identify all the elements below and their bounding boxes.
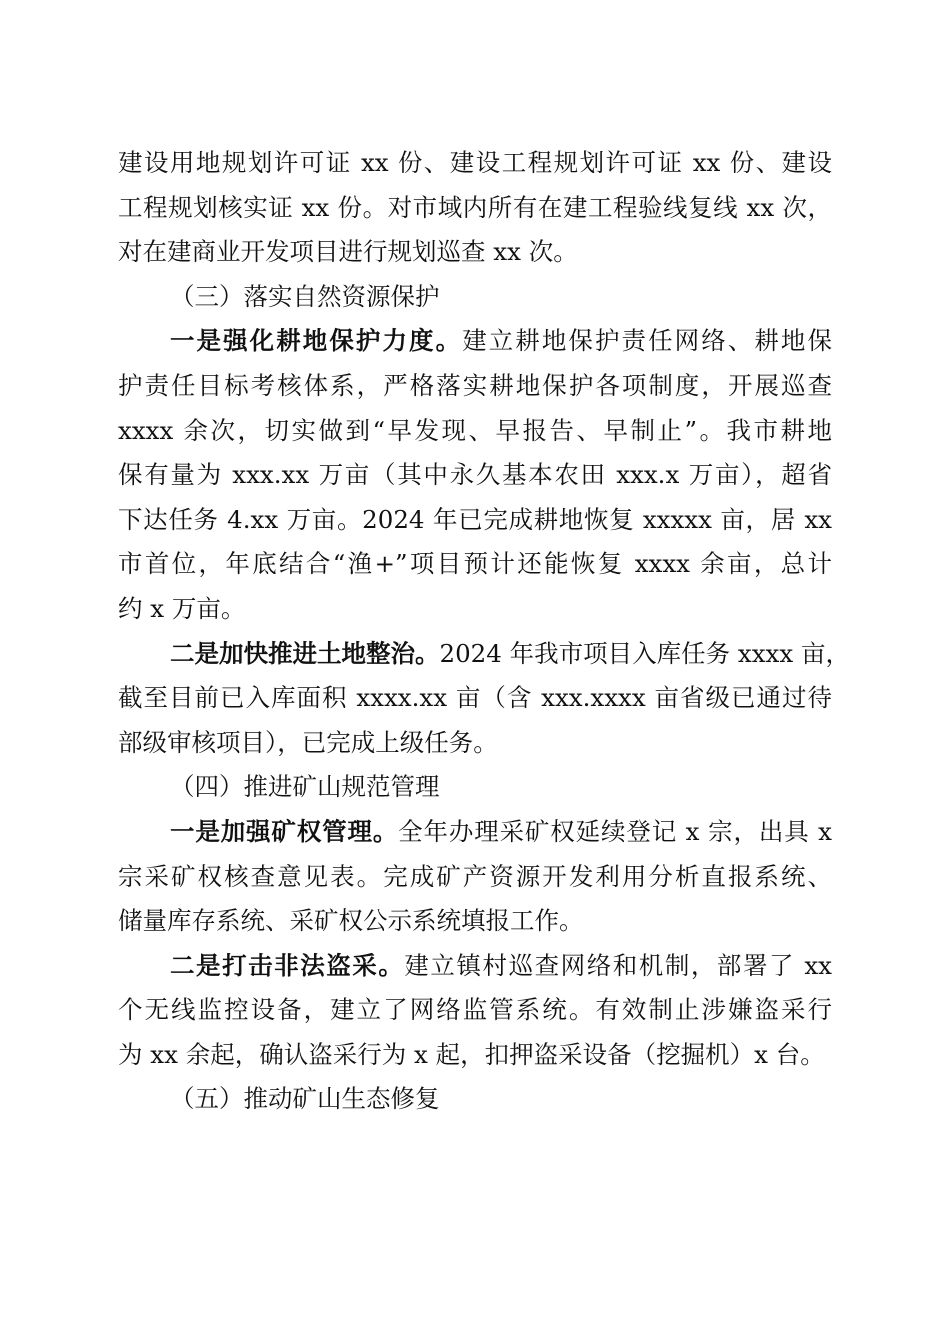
text-line — [118, 944, 832, 989]
text-line: 宗采矿权核查意见表。完成矿产资源开发利用分析直报系统、 — [118, 861, 832, 891]
text-line — [118, 810, 832, 855]
text-segment: 建立耕地保护责任网络、耕地保 — [462, 326, 832, 356]
paragraph-lead: 一是加强矿权管理。 — [170, 816, 399, 846]
text-line: 为 xx 余起，确认盗采行为 x 起，扣押盗采设备（挖掘机）x 台。 — [118, 1039, 825, 1069]
paragraph-land-remediation — [118, 632, 850, 766]
text-line: 个无线监控设备，建立了网络监管系统。有效制止涉嫌盗采行 — [118, 995, 832, 1025]
text-line: xxxx 余次，切实做到“早发现、早报告、早制止”。我市耕地 — [118, 415, 832, 445]
paragraph-mining-rights — [118, 810, 832, 944]
text-line — [118, 632, 850, 677]
text-segment: 全年办理采矿权延续登记 x 宗，出具 x — [398, 816, 833, 846]
text-line: 工程规划核实证 xx 份。对市域内所有在建工程验线复线 xx 次， — [118, 192, 832, 222]
paragraph-lead: 二是加快推进土地整治。 — [170, 638, 440, 668]
text-line: 护责任目标考核体系，严格落实耕地保护各项制度，开展巡查 — [118, 370, 832, 400]
text-line: 约 x 万亩。 — [118, 593, 246, 623]
text-line: 保有量为 xxx.xx 万亩（其中永久基本农田 xxx.x 万亩），超省 — [118, 460, 832, 490]
section-heading-4: （四）推进矿山规范管理 — [170, 772, 440, 802]
text-line — [118, 319, 832, 364]
text-line: 建设用地规划许可证 xx 份、建设工程规划许可证 xx 份、建设 — [118, 148, 832, 177]
paragraph-lead: 二是打击非法盗采。 — [170, 950, 405, 980]
document-body — [118, 141, 850, 1122]
text-line: 下达任务 4.xx 万亩。2024 年已完成耕地恢复 xxxxx 亩，居 xx — [118, 504, 832, 534]
text-line: 部级审核项目），已完成上级任务。 — [118, 727, 498, 757]
text-line: 截至目前已入库面积 xxxx.xx 亩（含 xxx.xxxx 亩省级已通过待 — [118, 683, 832, 713]
paragraph-continuation — [118, 141, 832, 275]
text-line: 储量库存系统、采矿权公示系统填报工作。 — [118, 906, 584, 936]
paragraph-lead: 一是强化耕地保护力度。 — [170, 326, 463, 356]
text-line: 市首位，年底结合“渔+”项目预计还能恢复 xxxx 余亩，总计 — [118, 549, 832, 579]
text-segment: 建立镇村巡查网络和机制，部署了 xx — [404, 950, 833, 980]
section-heading-3: （三）落实自然资源保护 — [170, 281, 440, 311]
section-heading-5: （五）推动矿山生态修复 — [170, 1084, 440, 1114]
paragraph-farmland-protection — [118, 319, 832, 631]
paragraph-illegal-mining — [118, 944, 832, 1078]
text-segment: 2024 年我市项目入库任务 xxxx 亩， — [439, 638, 850, 668]
text-line: 对在建商业开发项目进行规划巡查 xx 次。 — [118, 237, 578, 267]
